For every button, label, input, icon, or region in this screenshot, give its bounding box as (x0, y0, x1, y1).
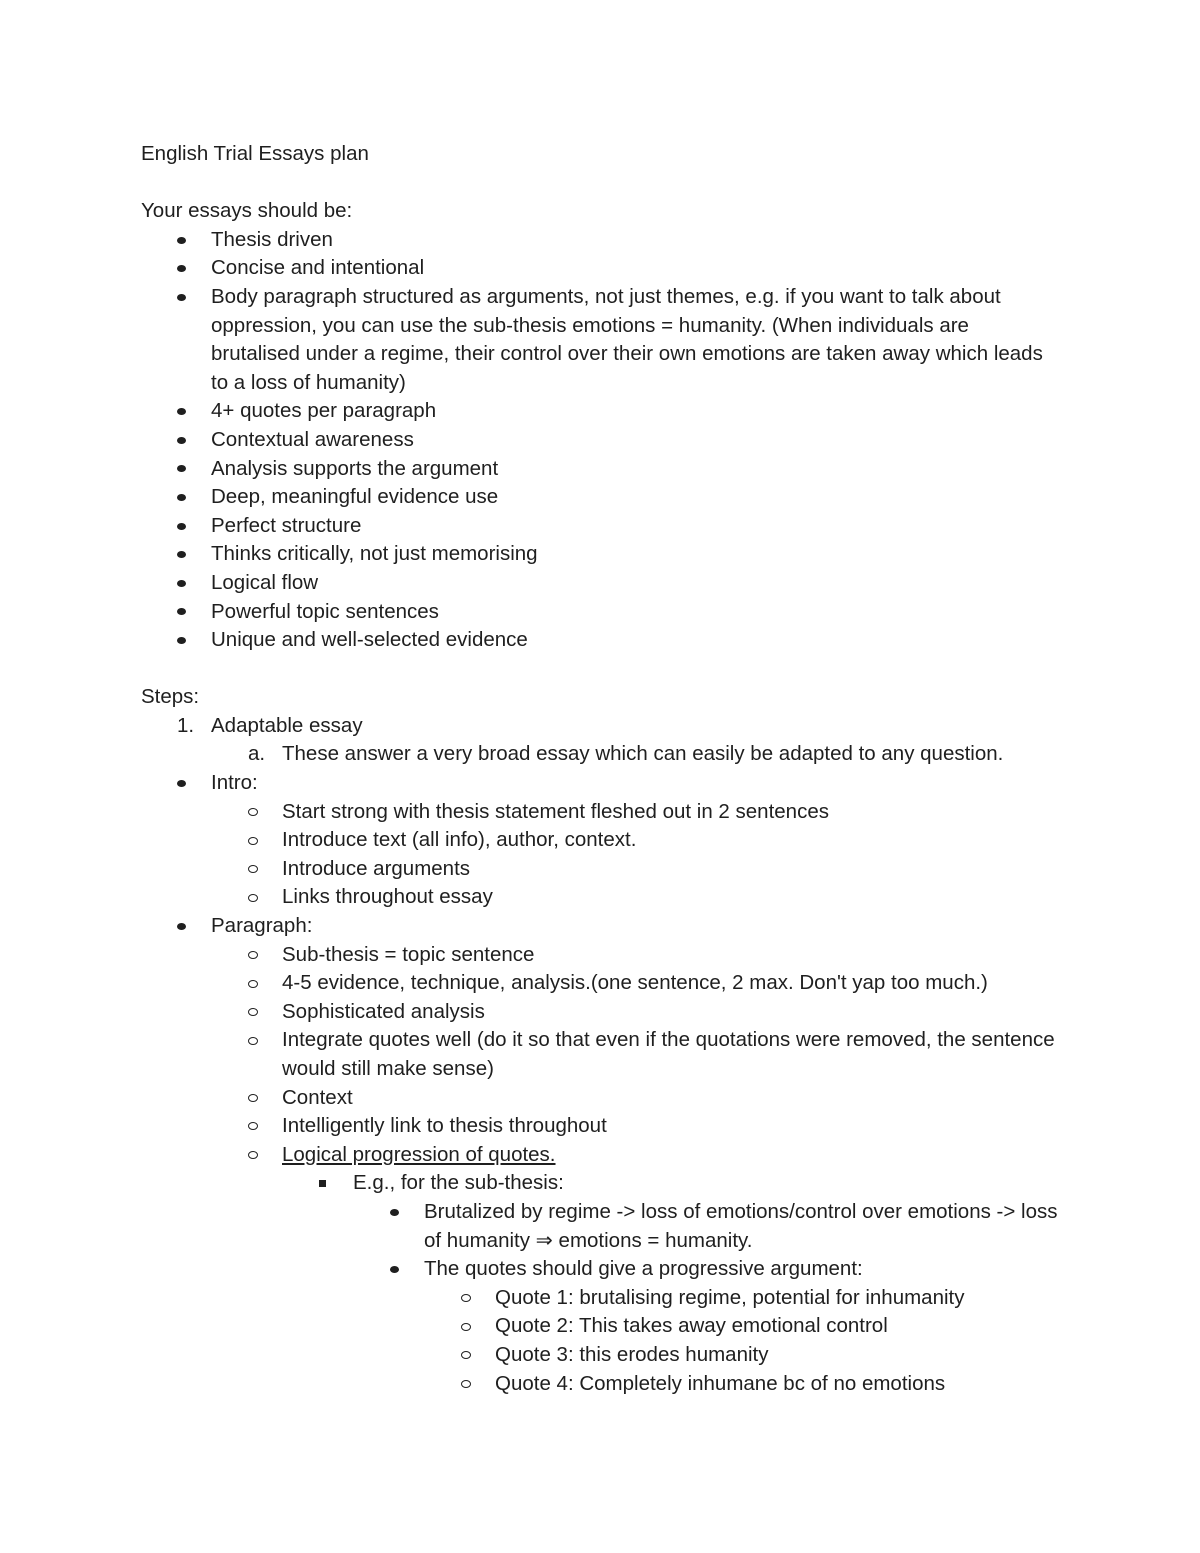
list-item: Quote 4: Completely inhumane bc of no emotions (141, 1370, 1061, 1399)
circle-bullet-icon (248, 998, 258, 1027)
bullet-icon (177, 912, 186, 941)
list-item: 4+ quotes per paragraph (141, 397, 1061, 426)
circle-bullet-icon (461, 1370, 471, 1399)
list-item: Links throughout essay (141, 883, 1061, 912)
list-item: Quote 3: this erodes humanity (141, 1341, 1061, 1370)
list-item: Start strong with thesis statement fleshed out in 2 sentences (141, 798, 1061, 827)
circle-bullet-icon (248, 798, 258, 827)
list-item: Introduce arguments (141, 855, 1061, 884)
circle-bullet-icon (248, 969, 258, 998)
essay-criteria-list (141, 226, 1061, 655)
list-item: Thinks critically, not just memorising (141, 540, 1061, 569)
list-item: 4-5 evidence, technique, analysis.(one sentence, 2 max. Don't yap too much.) (141, 969, 1061, 998)
list-item: Brutalized by regime -> loss of emotions/control over emotions -> loss of humanity ⇒ emotions = humanity. (141, 1198, 1061, 1255)
bullet-icon (177, 397, 186, 426)
circle-bullet-icon (248, 1141, 258, 1170)
list-item: Contextual awareness (141, 426, 1061, 455)
list-item: Context (141, 1084, 1061, 1113)
list-item: Perfect structure (141, 512, 1061, 541)
circle-bullet-icon (248, 883, 258, 912)
circle-bullet-icon (461, 1312, 471, 1341)
circle-bullet-icon (248, 826, 258, 855)
list-item: Logical flow (141, 569, 1061, 598)
list-item: The quotes should give a progressive argument: (141, 1255, 1061, 1284)
circle-bullet-icon (248, 855, 258, 884)
bullet-icon (177, 540, 186, 569)
bullet-icon (177, 283, 186, 312)
circle-bullet-icon (248, 1026, 258, 1055)
list-item: Quote 1: brutalising regime, potential for inhumanity (141, 1284, 1061, 1313)
list-item: Intro: (141, 769, 1061, 798)
spacer (141, 655, 1061, 684)
circle-bullet-icon (248, 1084, 258, 1113)
list-item (141, 1141, 1061, 1170)
bullet-icon (177, 226, 186, 255)
list-item: Integrate quotes well (do it so that even if the quotations were removed, the sentence would still make sense) (141, 1026, 1061, 1083)
list-item: Thesis driven (141, 226, 1061, 255)
bullet-icon (177, 254, 186, 283)
square-bullet-icon (319, 1169, 326, 1198)
bullet-icon (177, 426, 186, 455)
list-item: Concise and intentional (141, 254, 1061, 283)
list-item: Sub-thesis = topic sentence (141, 941, 1061, 970)
list-item: Intelligently link to thesis throughout (141, 1112, 1061, 1141)
bullet-icon (390, 1255, 399, 1284)
bullet-icon (177, 512, 186, 541)
list-item: E.g., for the sub-thesis: (141, 1169, 1061, 1198)
list-item: Introduce text (all info), author, context. (141, 826, 1061, 855)
list-item: Paragraph: (141, 912, 1061, 941)
list-item: 1. Adaptable essay (141, 712, 1061, 741)
list-number: 1. (177, 713, 195, 737)
list-item: Quote 2: This takes away emotional control (141, 1312, 1061, 1341)
bullet-icon (177, 769, 186, 798)
steps-heading: Steps: (141, 685, 200, 709)
bullet-icon (177, 569, 186, 598)
list-item: a. These answer a very broad essay which can easily be adapted to any question. (141, 740, 1061, 769)
underlined-text: Logical progression of quotes. (282, 1142, 556, 1166)
document-body (141, 140, 1061, 1398)
document-title: English Trial Essays plan (141, 142, 369, 165)
circle-bullet-icon (461, 1341, 471, 1370)
essays-heading: Your essays should be: (141, 199, 353, 223)
list-item: Analysis supports the argument (141, 455, 1061, 484)
bullet-icon (177, 626, 186, 655)
bullet-icon (177, 455, 186, 484)
list-item: Sophisticated analysis (141, 998, 1061, 1027)
list-letter: a. (248, 742, 266, 766)
list-item: Body paragraph structured as arguments, not just themes, e.g. if you want to talk about oppression, you can use the sub-thesis emotions = humanity. (When individuals are brutalised under a regime, their control over their own emotions are taken away which leads to a loss of humanity) (141, 283, 1061, 397)
steps-list (141, 712, 1061, 1398)
spacer (141, 169, 1061, 198)
circle-bullet-icon (248, 1112, 258, 1141)
bullet-icon (177, 598, 186, 627)
circle-bullet-icon (461, 1284, 471, 1313)
bullet-icon (390, 1198, 399, 1227)
list-item: Unique and well-selected evidence (141, 626, 1061, 655)
list-item: Powerful topic sentences (141, 598, 1061, 627)
circle-bullet-icon (248, 941, 258, 970)
list-item: Deep, meaningful evidence use (141, 483, 1061, 512)
bullet-icon (177, 483, 186, 512)
